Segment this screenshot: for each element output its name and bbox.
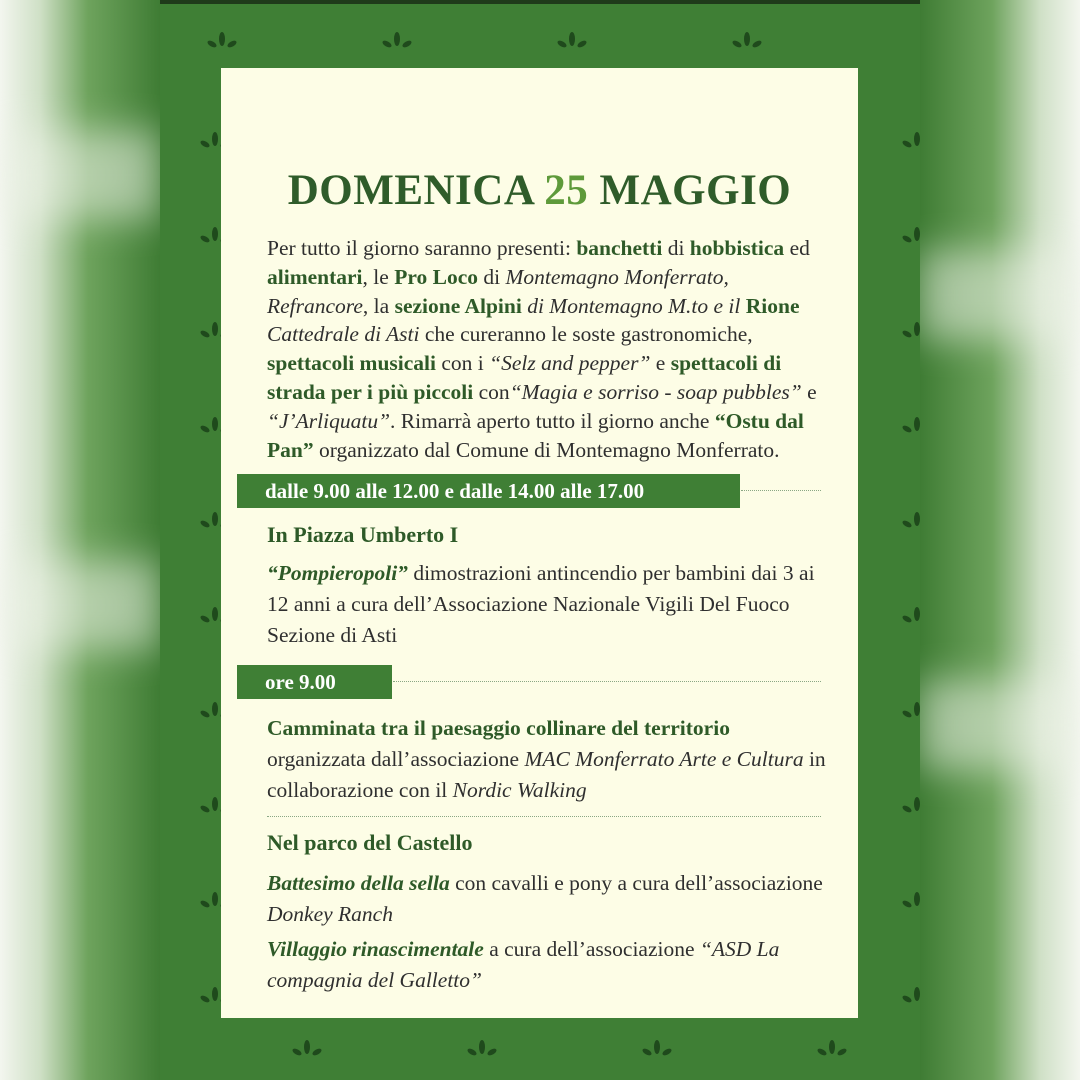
leaf-sprig-icon xyxy=(900,130,920,152)
leaf-sprig-icon xyxy=(815,1038,849,1060)
leaf-sprig-icon xyxy=(900,985,920,1007)
leaf-sprig-icon xyxy=(900,320,920,342)
page-title xyxy=(221,166,858,215)
blur-highlight xyxy=(920,680,1080,770)
blur-highlight xyxy=(0,130,160,220)
event-description: “Pompieropoli” dimostrazioni antincendio per bambini dai 3 ai 12 anni a cura dell’Associazione Nazionale Vigili Del Fuoco Sezione di Asti xyxy=(267,561,815,647)
time-banner: dalle 9.00 alle 12.00 e dalle 14.00 alle 17.00 xyxy=(237,474,740,508)
time-banner: ore 9.00 xyxy=(237,665,392,699)
leaf-sprig-icon xyxy=(205,30,239,52)
leaf-sprig-icon xyxy=(380,30,414,52)
blur-highlight xyxy=(0,560,160,650)
event-description: Battesimo della sella con cavalli e pony a cura dell’associazione Donkey Ranch xyxy=(267,871,823,926)
leaf-sprig-icon xyxy=(900,605,920,627)
leaf-sprig-icon xyxy=(900,890,920,912)
location-heading: In Piazza Umberto I xyxy=(267,522,459,547)
leaf-sprig-icon xyxy=(465,1038,499,1060)
dotted-divider xyxy=(741,490,821,491)
program-card xyxy=(221,68,858,1018)
leaf-sprig-icon xyxy=(900,795,920,817)
dotted-divider xyxy=(393,681,821,682)
leaf-sprig-icon xyxy=(555,30,589,52)
leaf-sprig-icon xyxy=(900,415,920,437)
leaf-sprig-icon xyxy=(730,30,764,52)
title-day-number: 25 xyxy=(544,167,589,214)
dotted-divider xyxy=(267,816,821,817)
leaf-sprig-icon xyxy=(900,225,920,247)
event-description: Villaggio rinascimentale a cura dell’associazione “ASD La compagnia del Galletto” xyxy=(267,937,780,992)
event-poster xyxy=(160,0,920,1080)
leaf-sprig-icon xyxy=(640,1038,674,1060)
leaf-sprig-icon xyxy=(900,700,920,722)
blur-highlight xyxy=(920,250,1080,340)
title-weekday: DOMENICA xyxy=(287,167,534,214)
blurred-background-right xyxy=(920,0,1080,1080)
event-description: Camminata tra il paesaggio collinare del territorio organizzata dall’associazione MAC Monferrato Arte e Cultura in collaborazione con il Nordic Walking xyxy=(267,716,826,802)
location-heading: Nel parco del Castello xyxy=(267,830,473,855)
leaf-sprig-icon xyxy=(290,1038,324,1060)
poster-top-border xyxy=(160,0,920,4)
title-month: MAGGIO xyxy=(599,167,792,214)
intro-paragraph: Per tutto il giorno saranno presenti: banchetti di hobbistica ed alimentari, le Pro Loco di Montemagno Monferrato, Refrancore, la sezione Alpini di Montemagno M.to e il Rione Cattedrale di Asti che cureranno le soste gastronomiche, spettacoli musicali con i “Selz and pepper” e spettacoli di strada per i più piccoli con“Magia e sorriso - soap pubbles” e “J’Arliquatu”. Rimarrà aperto tutto il giorno anche “Ostu dal Pan” organizzato dal Comune di Montemagno Monferrato. xyxy=(267,236,817,462)
leaf-sprig-icon xyxy=(900,510,920,532)
